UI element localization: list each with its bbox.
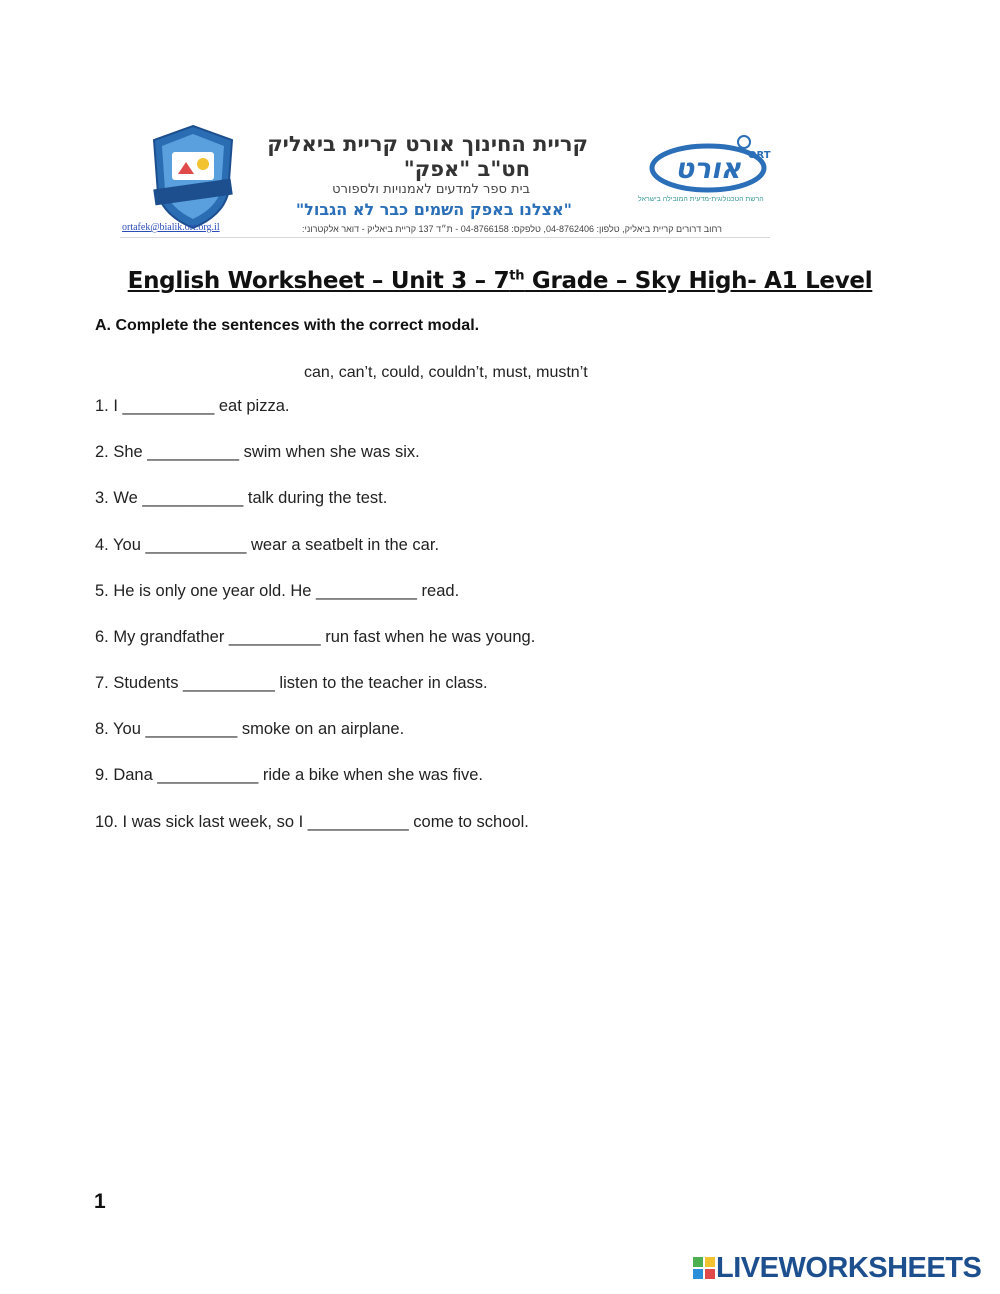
school-subname-hebrew: חט"ב "אפק": [403, 157, 530, 181]
question-7: 7. Students __________ listen to the teacher in class.: [95, 674, 488, 692]
school-address-hebrew: רחוב דרורים קריית ביאליק, טלפון: 04-8762406, טלפקס: 04-8766158 - ת״ד 137 קריית ביאליק - דואר אלקטרוני:: [302, 224, 722, 234]
section-a-heading: A. Complete the sentences with the correct modal.: [95, 317, 480, 334]
page-number: 1: [94, 1190, 106, 1213]
ort-logo-superscript: ORT: [748, 150, 771, 161]
school-name-hebrew: קריית החינוך אורט קריית ביאליק: [267, 132, 588, 156]
liveworksheets-logo: [692, 1253, 981, 1283]
question-4: 4. You ___________ wear a seatbelt in the car.: [95, 536, 440, 554]
ort-logo: [648, 132, 771, 204]
question-6: 6. My grandfather __________ run fast when he was young.: [95, 628, 536, 646]
school-motto-hebrew: "אצלנו באפק השמים כבר לא הגבול": [295, 200, 572, 219]
question-3: 3. We ___________ talk during the test.: [95, 489, 388, 507]
liveworksheets-blocks-icon: [692, 1256, 716, 1280]
liveworksheets-wordmark: LIVEWORKSHEETS: [716, 1251, 982, 1284]
school-shield-logo: [148, 124, 238, 232]
school-email-link[interactable]: ortafek@bialik.ort.org.il: [122, 222, 220, 233]
question-1: 1. I __________ eat pizza.: [95, 397, 290, 415]
question-9: 9. Dana ___________ ride a bike when she was five.: [95, 766, 484, 784]
title-part1: English Worksheet – Unit 3 – 7: [127, 268, 510, 294]
worksheet-title: [0, 268, 1000, 294]
letterhead-divider: [120, 237, 770, 238]
question-10: 10. I was sick last week, so I ___________ come to school.: [95, 813, 529, 831]
ort-logo-text: אורט: [675, 152, 741, 185]
title-superscript: th: [509, 268, 525, 284]
question-8: 8. You __________ smoke on an airplane.: [95, 720, 405, 738]
word-bank: can, can’t, could, couldn’t, must, mustn’t: [304, 364, 588, 381]
question-2: 2. She __________ swim when she was six.: [95, 443, 420, 461]
ort-caption: הרשת הטכנולוגית-מדעית המובילה בישראל: [638, 196, 764, 203]
title-part2: Grade – Sky High- A1 Level: [524, 268, 873, 294]
school-description-hebrew: בית ספר למדעים לאמנויות ולספורט: [332, 182, 530, 197]
question-5: 5. He is only one year old. He ___________ read.: [95, 582, 460, 600]
